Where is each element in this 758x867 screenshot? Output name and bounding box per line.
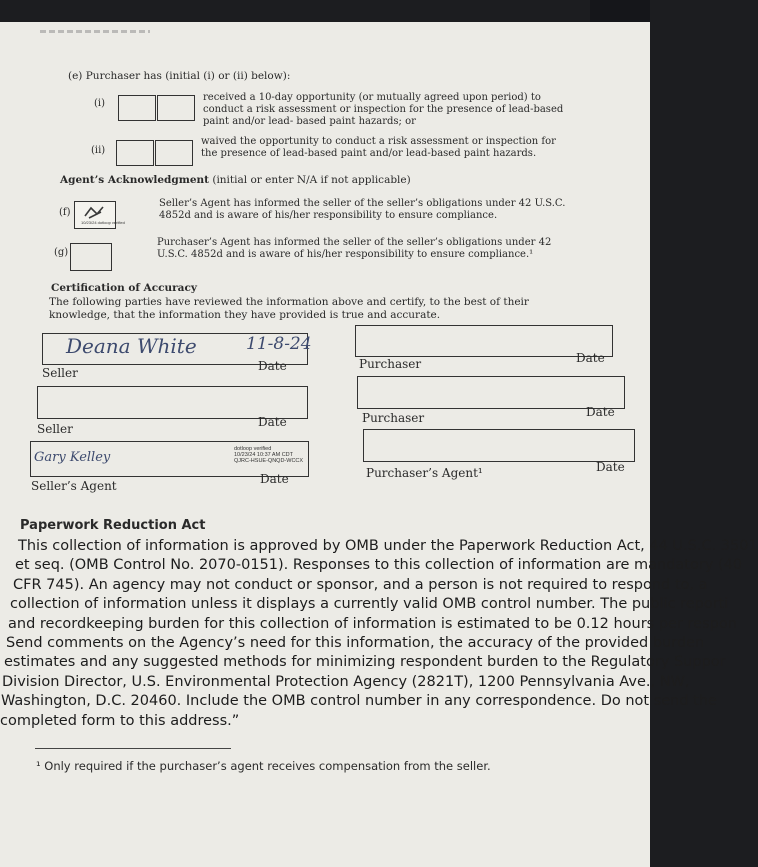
certification-title: Certification of Accuracy <box>51 282 197 294</box>
dotloop-verify-line-1: dotloop verified <box>234 446 272 452</box>
paperwork-line-3: CFR 745). An agency may not conduct or sponsor, and a person is not required to respond to, a <box>13 576 708 593</box>
seller-2-date-label: Date <box>258 415 287 429</box>
certification-line-1: The following parties have reviewed the information above and certify, to the best of their <box>49 296 529 308</box>
item-f-marker: (f) <box>59 207 71 218</box>
item-f-line-1: Seller’s Agent has informed the seller of the seller’s obligations under 42 U.S.C. <box>159 198 566 209</box>
item-g-marker: (g) <box>54 247 69 258</box>
purchaser-1-label: Purchaser <box>359 357 422 371</box>
initial-box-ii-1[interactable] <box>116 140 154 166</box>
purchaser-2-label: Purchaser <box>362 411 425 425</box>
footnote-divider <box>35 748 231 749</box>
paperwork-line-5: and recordkeeping burden for this collection of information is estimated to be 0.12 hours per respon <box>8 615 737 632</box>
footnote: ¹ Only required if the purchaser’s agent receives compensation from the seller. <box>36 759 491 773</box>
item-ii-marker: (ii) <box>91 145 106 156</box>
purchaser-1-signature-box[interactable] <box>355 325 613 357</box>
purchaser-2-date-label: Date <box>586 405 615 419</box>
item-g-line-2: U.S.C. 4852d and is aware of his/her responsibility to ensure compliance.¹ <box>157 249 534 260</box>
document-page <box>0 22 758 867</box>
paperwork-line-4: collection of information unless it displays a currently valid OMB control number. The public reporti <box>10 596 729 613</box>
initial-stamp-text: 10/23/24 dotloop verified <box>81 220 125 225</box>
item-i-line-2: conduct a risk assessment or inspection for the presence of lead-based <box>203 104 564 115</box>
dotloop-verify-line-2: 10/23/24 10:37 AM CDT <box>234 452 294 458</box>
agents-ack-title: Agent’s Acknowledgment <box>60 174 209 186</box>
paperwork-line-9: Washington, D.C. 20460. Include the OMB control number in any correspondence. Do not send the <box>1 693 717 710</box>
paperwork-line-7: estimates and any suggested methods for minimizing respondent burden to the Regulatory Suppor <box>4 654 726 671</box>
item-i-marker: (i) <box>94 98 106 109</box>
paperwork-title: Paperwork Reduction Act <box>20 518 206 533</box>
initial-box-g[interactable] <box>70 243 112 271</box>
certification-line-2: knowledge, that the information they have provided is true and accurate. <box>49 309 441 321</box>
seller-2-label: Seller <box>37 422 73 436</box>
purchasers-agent-date-label: Date <box>596 460 625 474</box>
item-i-line-1: received a 10-day opportunity (or mutually agreed upon period) to <box>203 92 541 103</box>
sellers-agent-date-label: Date <box>260 472 289 486</box>
purchasers-agent-signature-box[interactable] <box>363 429 635 462</box>
agents-ack-subtitle: (initial or enter N/A if not applicable) <box>212 174 411 186</box>
seller-1-signature: Deana White <box>66 334 197 358</box>
paperwork-line-1: This collection of information is approved by OMB under the Paperwork Reduction Act, 44 U.S.C. 3501 <box>18 538 758 554</box>
paperwork-line-6: Send comments on the Agency’s need for this information, the accuracy of the provided burden <box>6 635 705 652</box>
section-e-title: (e) Purchaser has (initial (i) or (ii) below): <box>68 70 291 82</box>
initial-box-i-1[interactable] <box>118 95 156 121</box>
header-scribble <box>40 30 150 33</box>
item-f-line-2: 4852d and is aware of his/her responsibility to ensure compliance. <box>159 210 498 221</box>
dotloop-verify-line-3: QJRC-HSUE-QNQD-WCCX <box>234 458 304 464</box>
item-ii-line-1: waived the opportunity to conduct a risk assessment or inspection for <box>201 136 556 147</box>
paperwork-line-10: completed form to this address.” <box>0 712 240 729</box>
sellers-agent-label: Seller’s Agent <box>31 479 117 493</box>
item-ii-line-2: the presence of lead-based paint and/or lead-based paint hazards. <box>201 148 537 159</box>
purchaser-2-signature-box[interactable] <box>357 376 625 409</box>
item-i-line-3: paint and/or lead- based paint hazards; or <box>203 116 416 127</box>
paperwork-body <box>0 537 758 731</box>
paperwork-line-2: et seq. (OMB Control No. 2070-0151). Responses to this collection of information are mandatory (40 <box>15 557 743 574</box>
item-g-line-1: Purchaser’s Agent has informed the seller of the seller’s obligations under 42 <box>157 237 552 248</box>
agents-ack-heading <box>60 174 411 186</box>
sellers-agent-signature: Gary Kelley <box>34 450 111 465</box>
seller-1-date-handwritten: 11-8-24 <box>246 334 312 354</box>
purchasers-agent-label: Purchaser’s Agent¹ <box>366 466 483 480</box>
initial-box-f[interactable] <box>74 201 125 229</box>
paperwork-line-8: Division Director, U.S. Environmental Protection Agency (2821T), 1200 Pennsylvania Ave., NW, <box>2 673 690 690</box>
seller-1-label: Seller <box>42 366 78 380</box>
purchaser-1-date-label: Date <box>576 351 605 365</box>
initial-box-i-2[interactable] <box>157 95 195 121</box>
seller-1-date-label: Date <box>258 359 287 373</box>
initial-box-ii-2[interactable] <box>155 140 193 166</box>
